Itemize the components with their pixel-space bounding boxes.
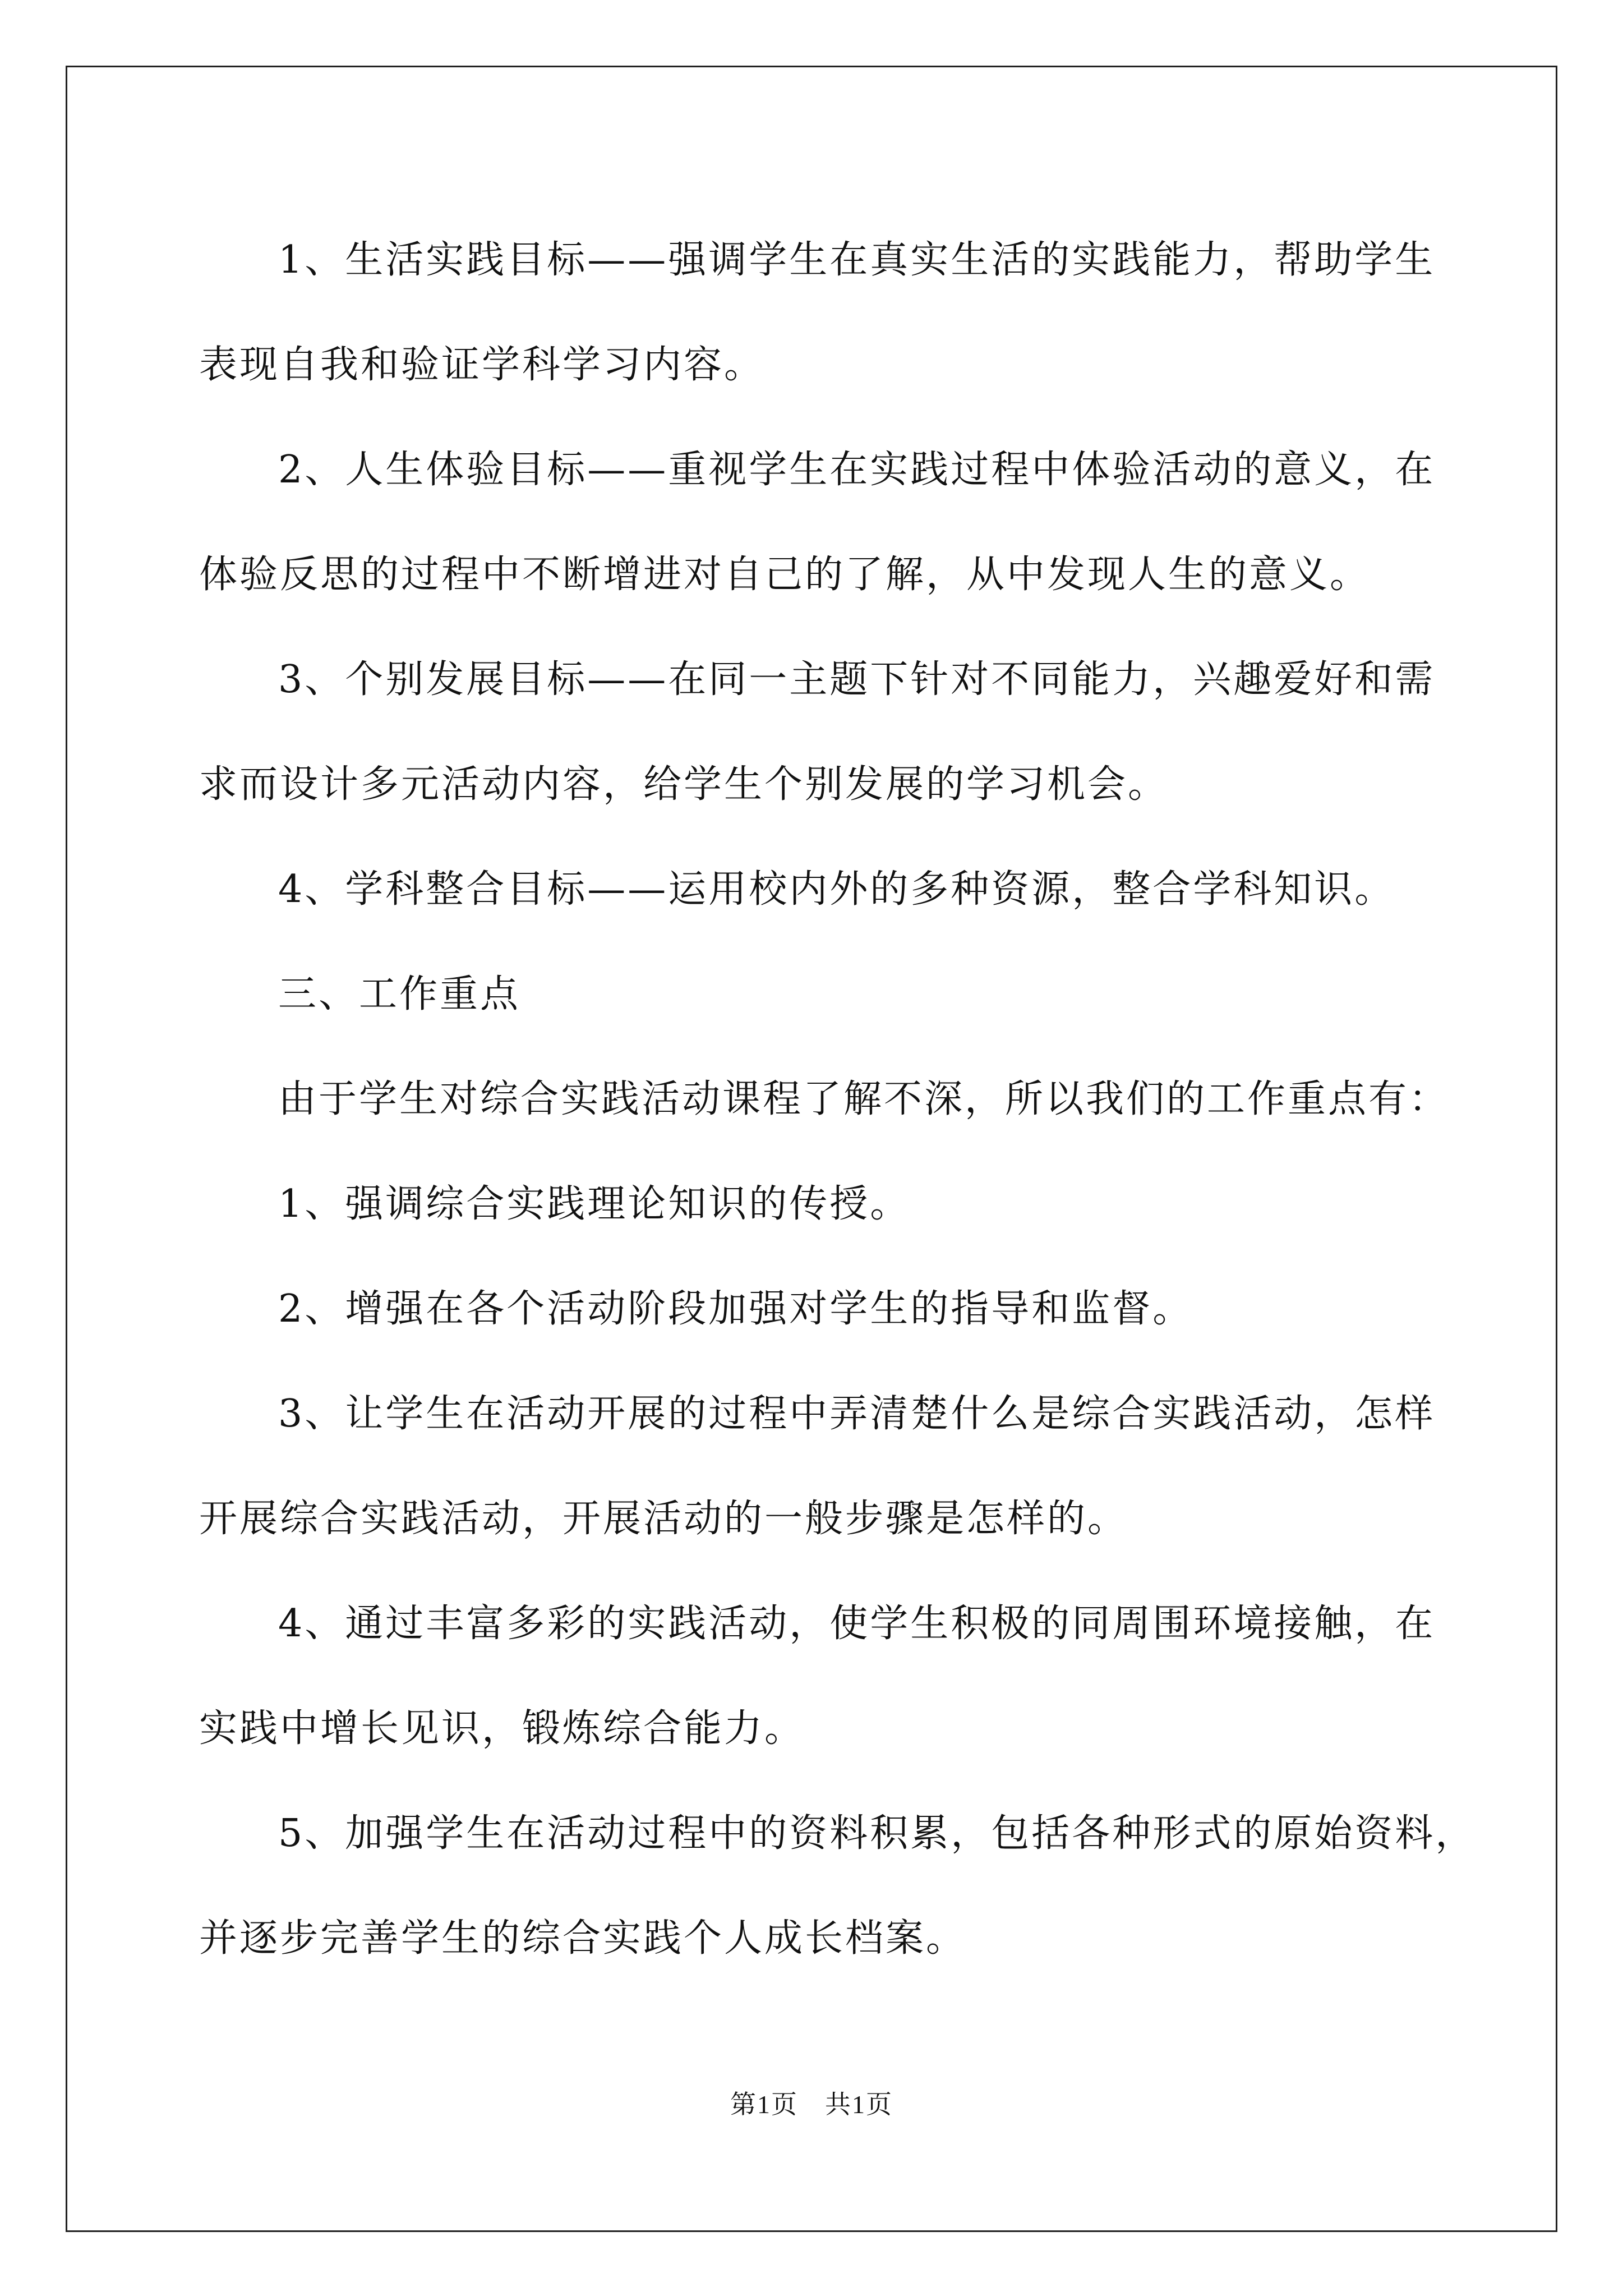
paragraph-focus-2: 2、增强在各个活动阶段加强对学生的指导和监督。	[278, 1287, 1193, 1331]
paragraph-intro-focus: 由于学生对综合实践活动课程了解不深，所以我们的工作重点有：	[278, 1077, 1450, 1121]
paragraph-focus-3-line-1: 3、让学生在活动开展的过程中弄清楚什么是综合实践活动，怎样	[278, 1392, 1436, 1436]
page-number-total: 共1页	[825, 2090, 893, 2119]
paragraph-goal-1-line-1: 1、生活实践目标——强调学生在真实生活的实践能力，帮助学生	[278, 238, 1436, 282]
document-body	[199, 208, 1476, 1991]
paragraph-focus-3-line-2: 开展综合实践活动，开展活动的一般步骤是怎样的。	[199, 1497, 1128, 1541]
section-heading-work-focus: 三、工作重点	[278, 972, 521, 1016]
paragraph-goal-2-line-2: 体验反思的过程中不断增进对自己的了解，从中发现人生的意义。	[199, 553, 1371, 597]
paragraph-goal-1-line-2: 表现自我和验证学科学习内容。	[199, 343, 765, 387]
paragraph-goal-3-line-2: 求而设计多元活动内容，给学生个别发展的学习机会。	[199, 762, 1169, 807]
paragraph-focus-5-line-2: 并逐步完善学生的综合实践个人成长档案。	[199, 1916, 967, 1961]
paragraph-goal-2-line-1: 2、人生体验目标——重视学生在实践过程中体验活动的意义，在	[278, 448, 1436, 492]
page-number-current: 第1页	[730, 2090, 798, 2119]
paragraph-goal-3-line-1: 3、个别发展目标——在同一主题下针对不同能力，兴趣爱好和需	[278, 657, 1436, 702]
paragraph-focus-1: 1、强调综合实践理论知识的传授。	[278, 1182, 911, 1226]
paragraph-focus-4-line-1: 4、通过丰富多彩的实践活动，使学生积极的同周围环境接触，在	[278, 1602, 1436, 1646]
paragraph-focus-5-line-1: 5、加强学生在活动过程中的资料积累，包括各种形式的原始资料，	[278, 1811, 1476, 1856]
paragraph-focus-4-line-2: 实践中增长见识，锻炼综合能力。	[199, 1706, 805, 1751]
page-footer	[0, 2084, 1623, 2121]
paragraph-goal-4: 4、学科整合目标——运用校内外的多种资源，整合学科知识。	[278, 867, 1395, 912]
